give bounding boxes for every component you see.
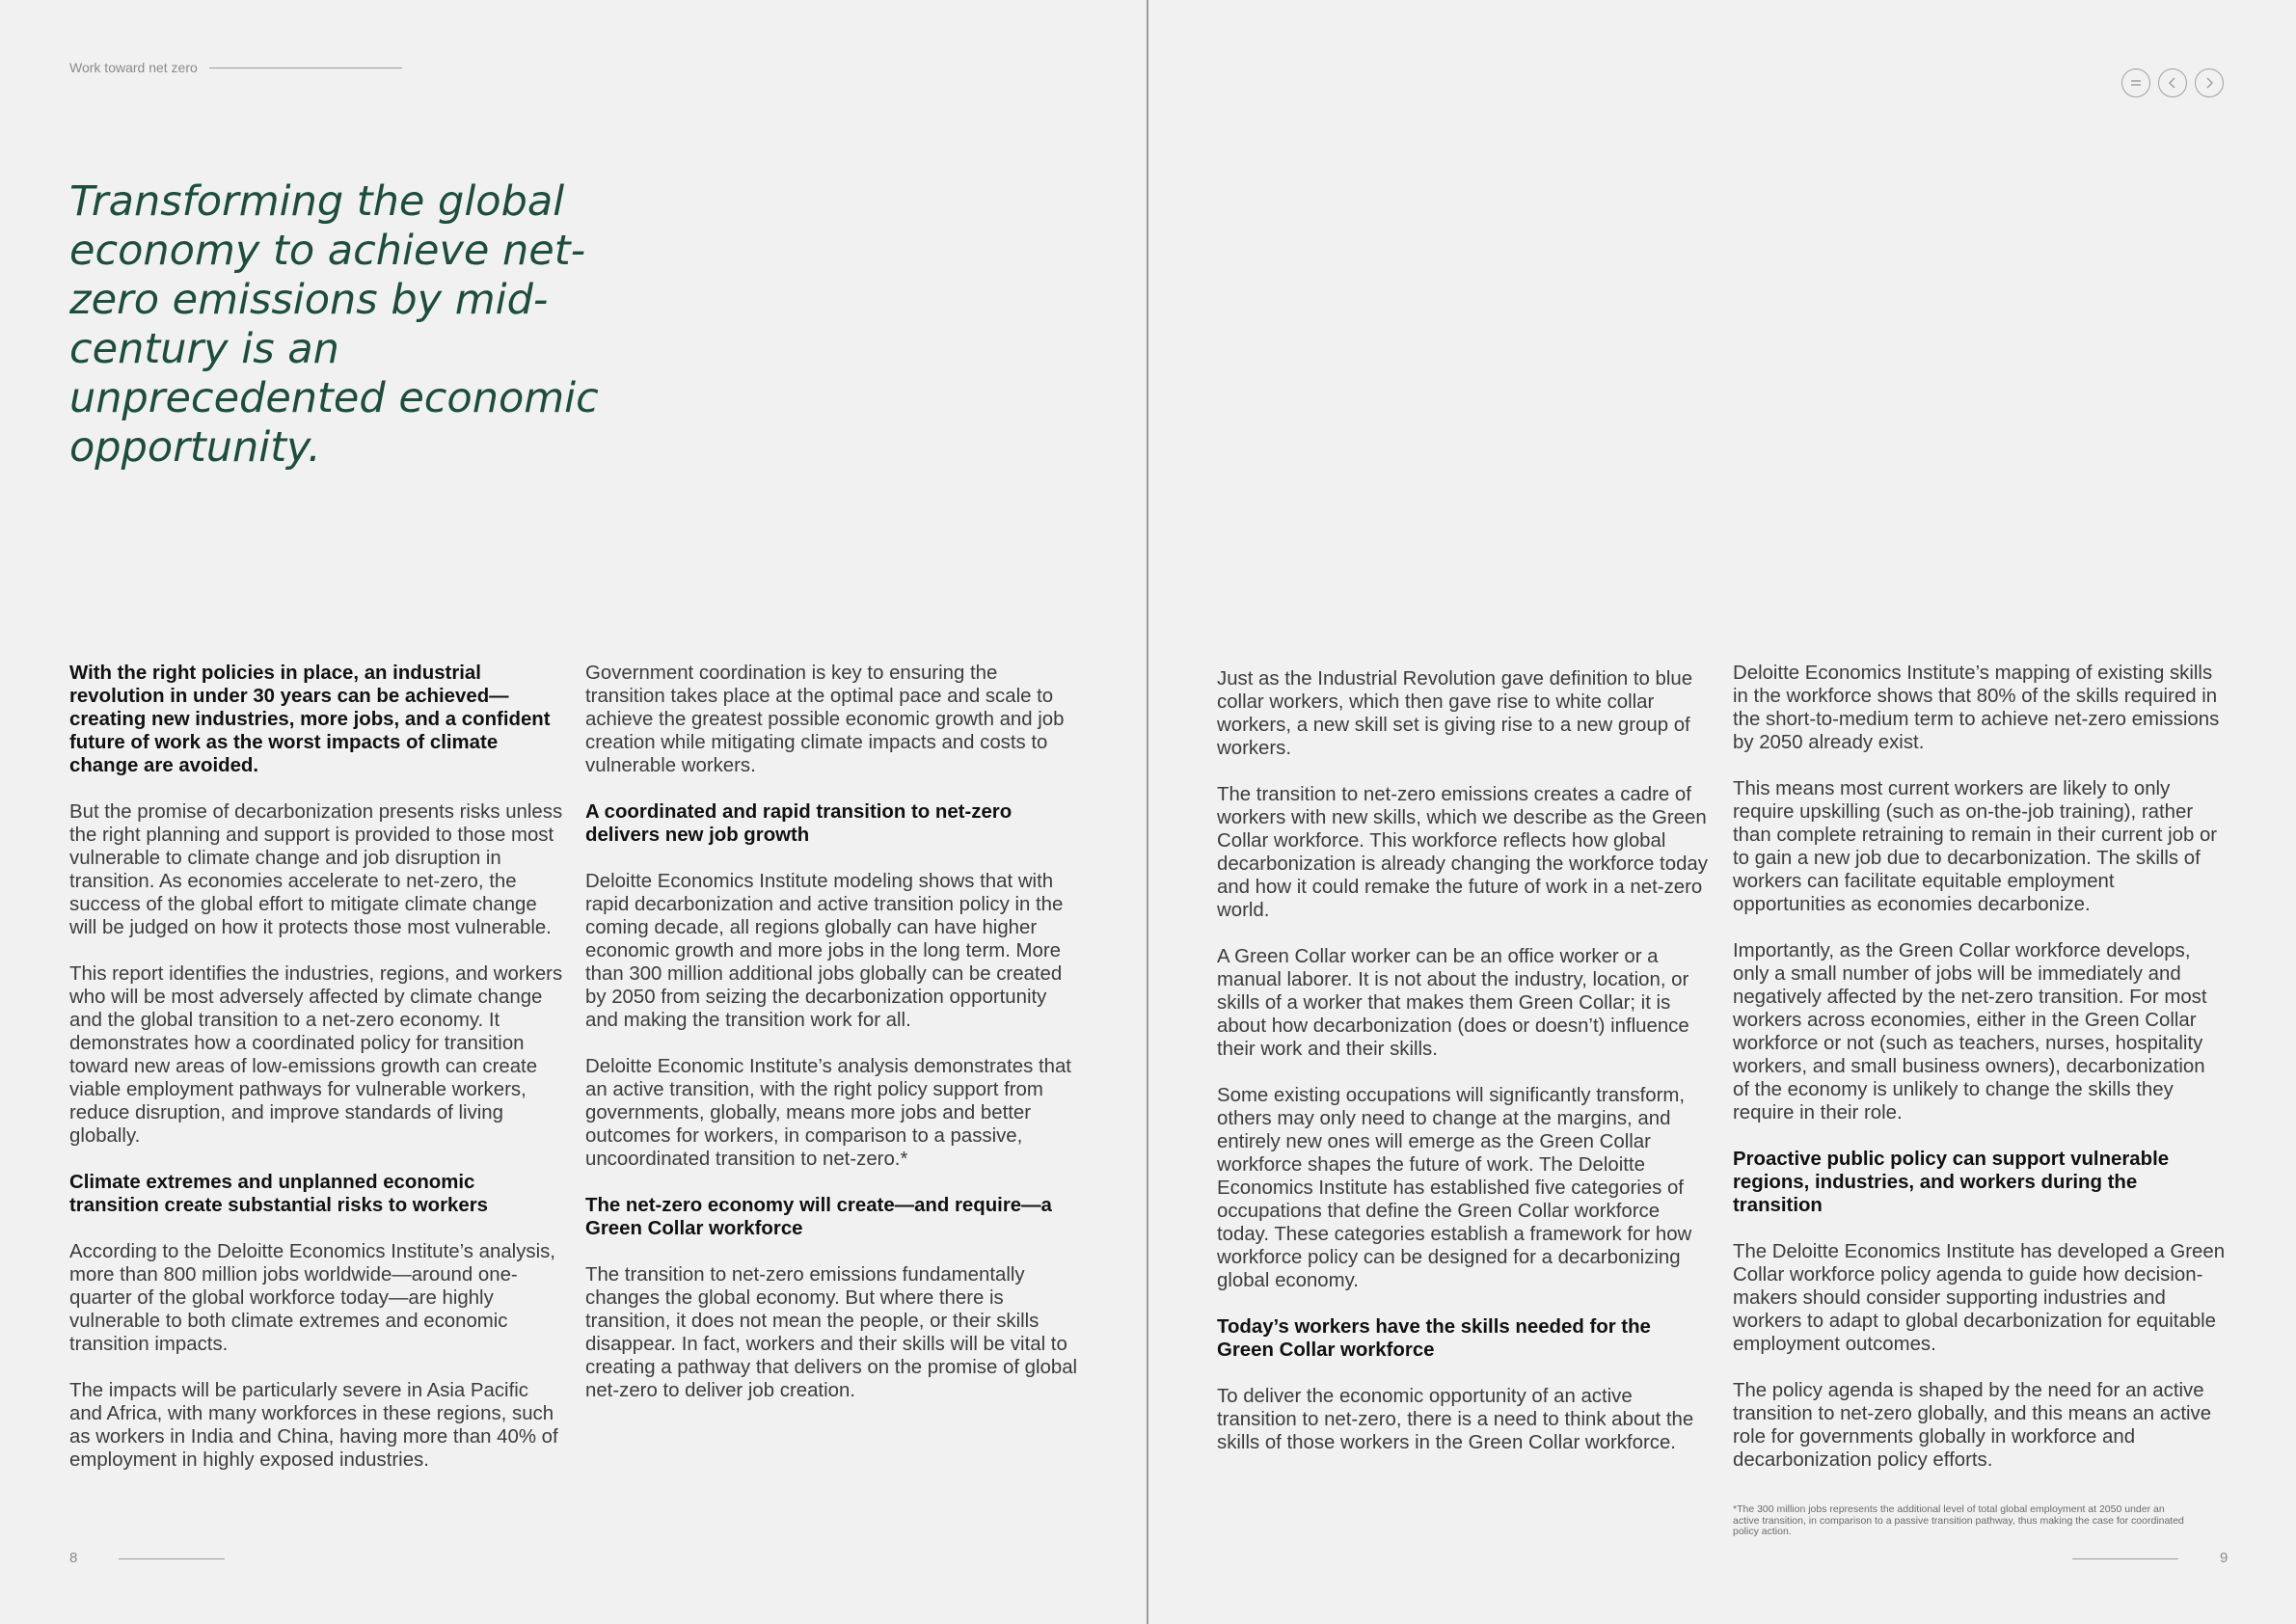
- left-column-2: [585, 662, 1082, 1425]
- menu-icon: [2128, 75, 2144, 91]
- left-column-1: [69, 662, 563, 1495]
- paragraph: The Deloitte Economics Institute has developed a Green Collar workforce policy agenda to guide how decision-makers should consider supporting industries and workers to adapt to global decarbonization for equitable employment outcomes.: [1733, 1241, 2226, 1355]
- subheading: The net-zero economy will create—and require—a Green Collar workforce: [585, 1195, 1052, 1239]
- paragraph: Deloitte Economics Institute’s mapping of existing skills in the workforce shows that 80% of the skills required in the short-to-medium term to achieve net-zero emissions by 2050 already exist.: [1733, 663, 2220, 753]
- paragraph: Importantly, as the Green Collar workforce develops, only a small number of jobs will be immediately and negatively affected by the net-zero transition. For most workers across economies, either in the Green Collar workforce or not (such as teachers, nurses, hospitality workers, and small business owners), decarbonization of the economy is unlikely to change the skills they require in their role.: [1733, 940, 2207, 1123]
- paragraph: This report identifies the industries, regions, and workers who will be most adversely affected by climate change and the global transition to a net-zero economy. It demonstrates how a coordinated policy for transition toward new areas of low-emissions growth can create viable employment pathways for vulnerable workers, reduce disruption, and improve standards of living globally.: [69, 963, 563, 1147]
- paragraph: To deliver the economic opportunity of an active transition to net-zero, there is a need to think about the skills of those workers in the Green Collar workforce.: [1217, 1386, 1694, 1453]
- right-page: [1148, 0, 2296, 1624]
- paragraph: According to the Deloitte Economics Institute’s analysis, more than 800 million jobs worldwide—around one-quarter of the global workforce today—are highly vulnerable to both climate extremes and economic transition impacts.: [69, 1241, 555, 1355]
- footer-rule-left: [119, 1558, 225, 1559]
- right-column-1: [1217, 667, 1711, 1477]
- paragraph: Government coordination is key to ensuring the transition takes place at the optimal pace and scale to achieve the greatest possible economic growth and job creation while mitigating climate impacts and costs to vulnerable workers.: [585, 663, 1065, 776]
- paragraph: The transition to net-zero emissions fundamentally changes the global economy. But where there is transition, it does not mean the people, or their skills disappear. In fact, workers and their skills will be vital to creating a pathway that delivers on the promise of global net-zero to deliver job creation.: [585, 1264, 1078, 1401]
- subheading: A coordinated and rapid transition to net-zero delivers new job growth: [585, 801, 1013, 846]
- chevron-left-icon: [2165, 75, 2180, 91]
- footnote: *The 300 million jobs represents the additional level of total global employment at 2050 under an active transition, in comparison to a passive transition pathway, thus making the case for coordinated policy action.: [1733, 1503, 2184, 1537]
- paragraph: Some existing occupations will significantly transform, others may only need to change at the margins, and entirely new ones will emerge as the Green Collar workforce shapes the future of work. The Deloitte Economics Institute has established five categories of occupations that define the Green Collar workforce today. These categories establish a framework for how workforce policy can be designed for a decarbonizing global economy.: [1217, 1085, 1692, 1291]
- section-label: [69, 60, 402, 75]
- paragraph: A Green Collar worker can be an office worker or a manual laborer. It is not about the industry, location, or skills of a worker that makes them Green Collar; it is about how decarbonization (does or doesn’t) influence their work and their skills.: [1217, 946, 1689, 1060]
- footer-rule-right: [2072, 1558, 2178, 1559]
- next-page-button[interactable]: [2195, 68, 2224, 97]
- paragraph: The impacts will be particularly severe in Asia Pacific and Africa, with many workforces in these regions, such as workers in India and China, having more than 40% of employment in highly exposed industries.: [69, 1380, 558, 1471]
- section-label-text: Work toward net zero: [69, 60, 198, 75]
- page-headline: Transforming the global economy to achieve net-zero emissions by mid-century is an unprecedented economic opportunity.: [69, 177, 599, 472]
- paragraph: Deloitte Economics Institute modeling shows that with rapid decarbonization and active transition policy in the coming decade, all regions globally can have higher economic growth and more jobs in the long term. More than 300 million additional jobs globally can be created by 2050 from seizing the decarbonization opportunity and making the transition work for all.: [585, 871, 1064, 1031]
- paragraph: The transition to net-zero emissions creates a cadre of workers with new skills, which we describe as the Green Collar workforce. This workforce reflects how global decarbonization is already changing the workforce today and how it could remake the future of work in a net-zero world.: [1217, 784, 1708, 921]
- menu-button[interactable]: [2121, 68, 2150, 97]
- lead-paragraph: With the right policies in place, an industrial revolution in under 30 years can be achieved—creating new industries, more jobs, and a confident future of work as the worst impacts of climate change are avoided.: [69, 663, 551, 776]
- subheading: Today’s workers have the skills needed for the Green Collar workforce: [1217, 1316, 1651, 1361]
- right-column-2: [1733, 662, 2227, 1495]
- paragraph: But the promise of decarbonization presents risks unless the right planning and support is provided to those most vulnerable to climate change and job disruption in transition. As economies accelerate to net-zero, the success of the global effort to mitigate climate change will be judged on how it protects those most vulnerable.: [69, 801, 563, 938]
- paragraph: The policy agenda is shaped by the need for an active transition to net-zero globally, and this means an active role for governments globally in workforce and decarbonization policy efforts.: [1733, 1380, 2212, 1471]
- paragraph: Deloitte Economic Institute’s analysis demonstrates that an active transition, with the right policy support from governments, globally, means more jobs and better outcomes for workers, in comparison to a passive, uncoordinated transition to net-zero.*: [585, 1056, 1071, 1170]
- subheading: Climate extremes and unplanned economic transition create substantial risks to workers: [69, 1172, 489, 1216]
- page-number-left: 8: [69, 1550, 78, 1566]
- paragraph: Just as the Industrial Revolution gave definition to blue collar workers, which then gave rise to white collar workers, a new skill set is giving rise to a new group of workers.: [1217, 668, 1693, 759]
- chevron-right-icon: [2201, 75, 2217, 91]
- paragraph: This means most current workers are likely to only require upskilling (such as on-the-job training), rather than complete retraining to remain in their current job or to gain a new job due to decarbonization. The skills of workers can facilitate equitable employment opportunities as economies decarbonize.: [1733, 778, 2218, 915]
- previous-page-button[interactable]: [2158, 68, 2187, 97]
- page-navigation: [2121, 68, 2224, 97]
- page-number-right: 9: [2220, 1550, 2228, 1566]
- subheading: Proactive public policy can support vulnerable regions, industries, and workers during the transition: [1733, 1149, 2170, 1216]
